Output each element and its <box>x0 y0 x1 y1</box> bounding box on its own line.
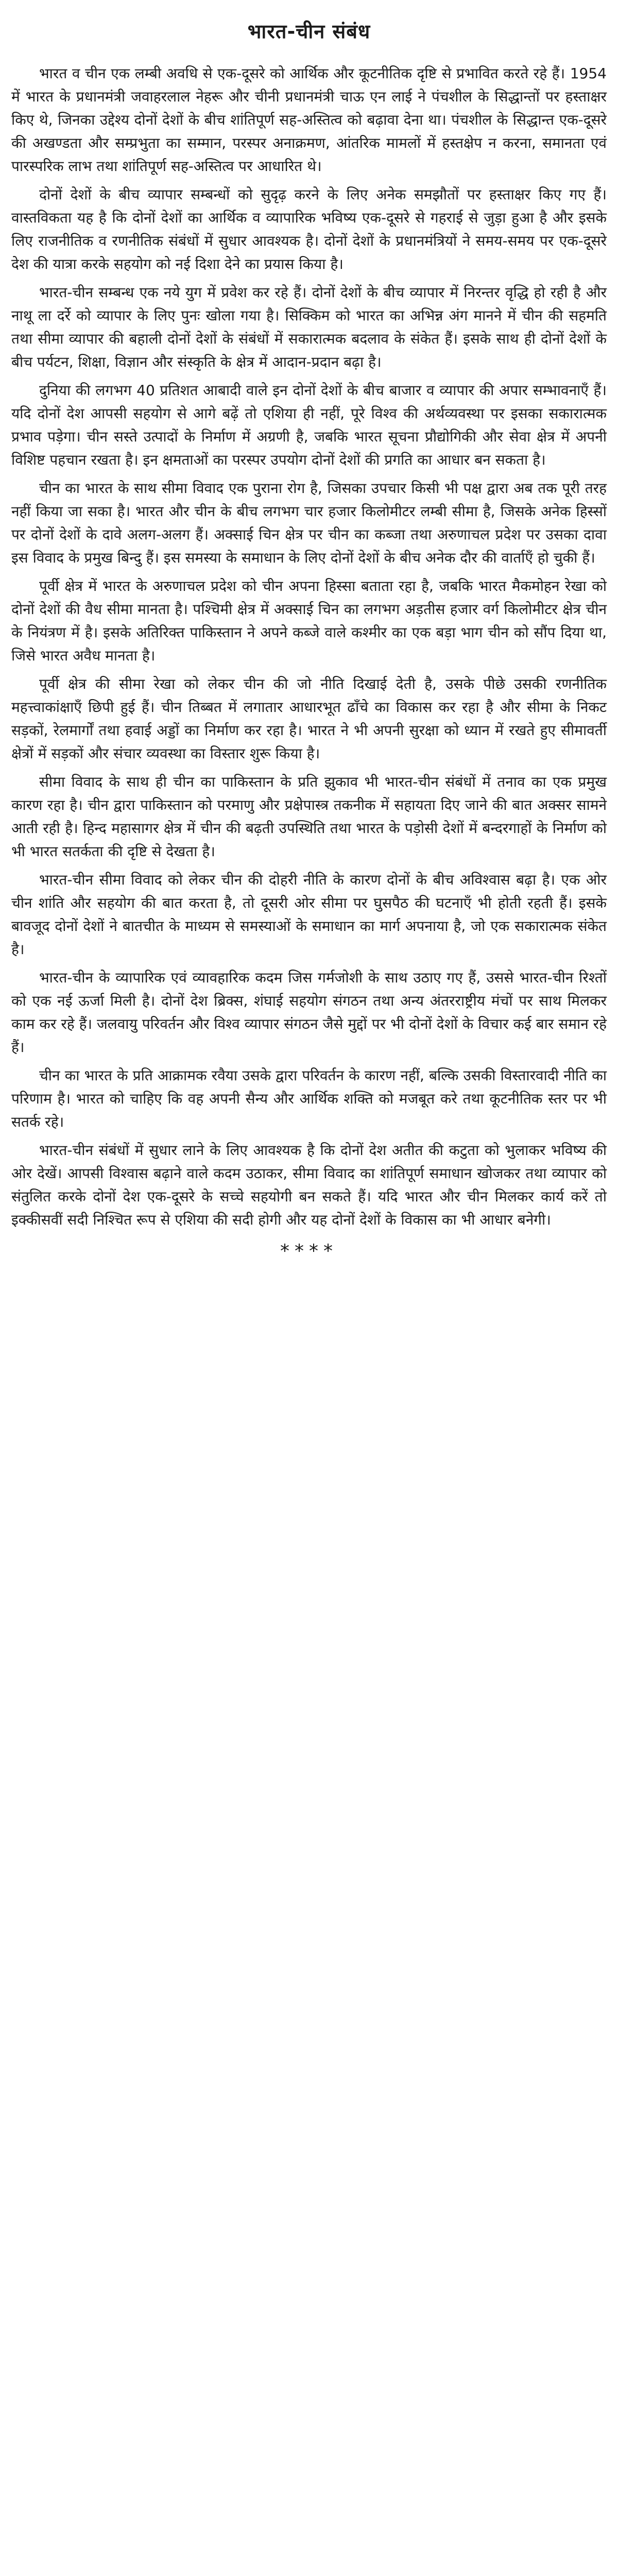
page-title: भारत-चीन संबंध <box>247 20 371 43</box>
paragraph: भारत-चीन संबंधों में सुधार लाने के लिए आवश्यक है कि दोनों देश अतीत की कटुता को भुलाकर भविष्य की ओर देखें। आपसी विश्वास बढ़ाने वाले कदम उठाकर, सीमा विवाद का शांतिपूर्ण समाधान खोजकर तथा व्यापार को संतुलित करके दोनों देश एक-दूसरे के सच्चे सहयोगी बन सकते हैं। यदि भारत और चीन मिलकर कार्य करें तो इक्कीसवीं सदी निश्चित रूप से एशिया की सदी होगी और यह दोनों देशों के विकास का भी आधार बनेगी। <box>11 1142 607 1228</box>
paragraph: सीमा विवाद के साथ ही चीन का पाकिस्तान के प्रति झुकाव भी भारत-चीन संबंधों में तनाव का एक प्रमुख कारण रहा है। चीन द्वारा पाकिस्तान को परमाणु और प्रक्षेपास्त्र तकनीक में सहायता दिए जाने की बात अक्सर सामने आती रही है। हिन्द महासागर क्षेत्र में चीन की बढ़ती उपस्थिति तथा भारत के पड़ोसी देशों में बन्दरगाहों के निर्माण को भी भारत सतर्कता की दृष्टि से देखता है। <box>11 773 607 860</box>
paragraph: दोनों देशों के बीच व्यापार सम्बन्धों को सुदृढ़ करने के लिए अनेक समझौतों पर हस्ताक्षर किए गए हैं। वास्तविकता यह है कि दोनों देशों का आर्थिक व व्यापारिक भविष्य एक-दूसरे से गहराई से जुड़ा हुआ है और इसके लिए राजनीतिक व रणनीतिक संबंधों में सुधार आवश्यक है। दोनों देशों के प्रधानमंत्रियों ने समय-समय पर एक-दूसरे देश की यात्रा करके सहयोग को नई दिशा देने का प्रयास किया है। <box>11 186 607 273</box>
paragraph: चीन का भारत के साथ सीमा विवाद एक पुराना रोग है, जिसका उपचार किसी भी पक्ष द्वारा अब तक पूरी तरह नहीं किया जा सका है। भारत और चीन के बीच लगभग चार हजार किलोमीटर लम्बी सीमा है, जिसके अनेक हिस्सों पर दोनों देशों के दावे अलग-अलग हैं। अक्साई चिन क्षेत्र पर चीन का कब्जा तथा अरुणाचल प्रदेश पर उसका दावा इस विवाद के प्रमुख बिन्दु हैं। इस समस्या के समाधान के लिए दोनों देशों के बीच अनेक दौर की वार्ताएँ हो चुकी हैं। <box>11 480 607 566</box>
paragraph: चीन का भारत के प्रति आक्रामक रवैया उसके द्वारा परिवर्तन के कारण नहीं, बल्कि उसकी विस्तारवादी नीति का परिणाम है। भारत को चाहिए कि वह अपनी सैन्य और आर्थिक शक्ति को मजबूत करे तथा कूटनीतिक स्तर पर भी सतर्क रहे। <box>11 1067 607 1130</box>
paragraph: भारत व चीन एक लम्बी अवधि से एक-दूसरे को आर्थिक और कूटनीतिक दृष्टि से प्रभावित करते रहे हैं। 1954 में भारत के प्रधानमंत्री जवाहरलाल नेहरू और चीनी प्रधानमंत्री चाऊ एन लाई ने पंचशील के सिद्धान्तों पर हस्ताक्षर किए थे, जिनका उद्देश्य दोनों देशों के बीच शांतिपूर्ण सह-अस्तित्व को बढ़ावा देना था। पंचशील के सिद्धान्त एक-दूसरे की अखण्डता और सम्प्रभुता का सम्मान, परस्पर अनाक्रमण, आंतरिक मामलों में हस्तक्षेप न करना, समानता एवं पारस्परिक लाभ तथा शांतिपूर्ण सह-अस्तित्व पर आधारित थे। <box>11 65 607 175</box>
paragraph: भारत-चीन के व्यापारिक एवं व्यावहारिक कदम जिस गर्मजोशी के साथ उठाए गए हैं, उससे भारत-चीन रिश्तों को एक नई ऊर्जा मिली है। दोनों देश ब्रिक्स, शंघाई सहयोग संगठन तथा अन्य अंतरराष्ट्रीय मंचों पर साथ मिलकर काम कर रहे हैं। जलवायु परिवर्तन और विश्व व्यापार संगठन जैसे मुद्दों पर भी दोनों देशों के विचार कई बार समान रहे हैं। <box>11 969 607 1056</box>
paragraph: पूर्वी क्षेत्र की सीमा रेखा को लेकर चीन की जो नीति दिखाई देती है, उसके पीछे उसकी रणनीतिक महत्त्वाकांक्षाएँ छिपी हुई हैं। चीन तिब्बत में लगातार आधारभूत ढाँचे का विकास कर रहा है और सीमा के निकट सड़कों, रेलमार्गों तथा हवाई अड्डों का निर्माण कर रहा है। भारत ने भी अपनी सुरक्षा को ध्यान में रखते हुए सीमावर्ती क्षेत्रों में सड़कों और संचार व्यवस्था का विस्तार शुरू किया है। <box>11 675 607 762</box>
end-mark: **** <box>280 1241 338 1262</box>
paragraph: दुनिया की लगभग 40 प्रतिशत आबादी वाले इन दोनों देशों के बीच बाजार व व्यापार की अपार सम्भावनाएँ हैं। यदि दोनों देश आपसी सहयोग से आगे बढ़ें तो एशिया ही नहीं, पूरे विश्व की अर्थव्यवस्था पर इसका सकारात्मक प्रभाव पड़ेगा। चीन सस्ते उत्पादों के निर्माण में अग्रणी है, जबकि भारत सूचना प्रौद्योगिकी और सेवा क्षेत्र में अपनी विशिष्ट पहचान रखता है। इन क्षमताओं का परस्पर उपयोग दोनों देशों की प्रगति का आधार बन सकता है। <box>11 382 607 468</box>
paragraph: भारत-चीन सीमा विवाद को लेकर चीन की दोहरी नीति के कारण दोनों के बीच अविश्वास बढ़ा है। एक ओर चीन शांति और सहयोग की बात करता है, तो दूसरी ओर सीमा पर घुसपैठ की घटनाएँ भी होती रहती हैं। इसके बावजूद दोनों देशों ने बातचीत के माध्यम से समस्याओं के समाधान का मार्ग अपनाया है, जो एक सकारात्मक संकेत है। <box>11 871 607 958</box>
paragraph: भारत-चीन सम्बन्ध एक नये युग में प्रवेश कर रहे हैं। दोनों देशों के बीच व्यापार में निरन्तर वृद्धि हो रही है और नाथू ला दर्रे को व्यापार के लिए पुनः खोला गया है। सिक्किम को भारत का अभिन्न अंग मानने में चीन की सहमति तथा सीमा व्यापार की बहाली दोनों देशों के संबंधों में सकारात्मक बदलाव के संकेत हैं। इसके साथ ही दोनों देशों के बीच पर्यटन, शिक्षा, विज्ञान और संस्कृति के क्षेत्र में आदान-प्रदान बढ़ा है। <box>11 284 607 370</box>
paragraph: पूर्वी क्षेत्र में भारत के अरुणाचल प्रदेश को चीन अपना हिस्सा बताता रहा है, जबकि भारत मैकमोहन रेखा को दोनों देशों की वैध सीमा मानता है। पश्चिमी क्षेत्र में अक्साई चिन का लगभग अड़तीस हजार वर्ग किलोमीटर क्षेत्र चीन के नियंत्रण में है। इसके अतिरिक्त पाकिस्तान ने अपने कब्जे वाले कश्मीर का एक बड़ा भाग चीन को सौंप दिया था, जिसे भारत अवैध मानता है। <box>11 578 607 664</box>
essay-body <box>11 62 607 1231</box>
